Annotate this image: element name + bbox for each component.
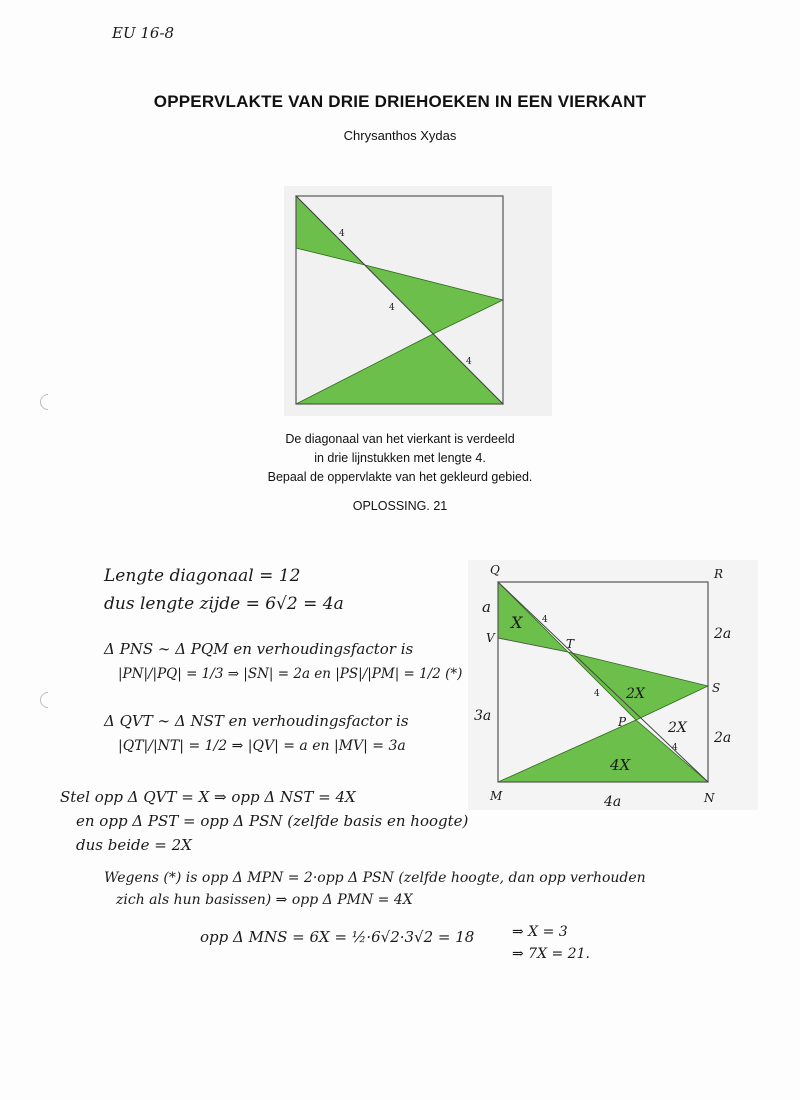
side-label-4a: 4a: [604, 794, 622, 810]
point-n-label: N: [704, 791, 715, 805]
solution-line: |QT|/|NT| = 1/2 ⇒ |QV| = a en |MV| = 3a: [118, 738, 406, 754]
problem-figure: [284, 186, 552, 416]
point-v-label: V: [486, 631, 495, 645]
solution-heading: OPLOSSING. 21: [352, 499, 448, 513]
segment-label-1: 4: [339, 229, 345, 239]
problem-line: in drie lijnstukken met lengte 4.: [314, 451, 486, 465]
author-name: Chrysanthos Xydas: [343, 128, 457, 143]
solution-line: Stel opp Δ QVT = X ⇒ opp Δ NST = 4X: [60, 788, 356, 806]
problem-statement: [0, 430, 800, 487]
page-title: OPPERVLAKTE VAN DRIE DRIEHOEKEN IN EEN VIERKANT: [153, 92, 647, 111]
solution-line: dus beide = 2X: [76, 836, 192, 854]
segment-label-2: 4: [594, 689, 600, 699]
solution-line: opp Δ MNS = 6X = ½·6√2·3√2 = 18: [200, 928, 475, 946]
area-label-x: X: [511, 613, 523, 632]
area-label-2x-lower: 2X: [668, 720, 687, 736]
side-label-3a: 3a: [474, 708, 492, 724]
point-q-label: Q: [490, 563, 500, 577]
solution-line: ⇒ X = 3: [512, 924, 568, 940]
point-t-label: T: [566, 637, 575, 651]
point-m-label: M: [490, 789, 503, 803]
reference-code: EU 16-8: [112, 24, 175, 42]
area-label-2x-upper: 2X: [626, 686, 645, 702]
side-label-2a-bottom: 2a: [714, 730, 732, 746]
point-s-label: S: [712, 681, 721, 695]
punch-hole-mark: [37, 689, 60, 712]
solution-figure: [468, 560, 758, 810]
solution-line: dus lengte zijde = 6√2 = 4a: [104, 594, 344, 614]
segment-label-3: 4: [672, 743, 678, 753]
solution-line: Wegens (*) is opp Δ MPN = 2·opp Δ PSN (zelfde hoogte, dan opp verhouden: [104, 870, 646, 886]
solution-line: zich als hun basissen) ⇒ opp Δ PMN = 4X: [116, 892, 413, 908]
area-label-4x: 4X: [610, 756, 631, 774]
solution-line: |PN|/|PQ| = 1/3 ⇒ |SN| = 2a en |PS|/|PM| = 1/2 (*): [118, 666, 463, 682]
segment-label-1: 4: [542, 615, 548, 625]
side-label-a: a: [482, 598, 491, 616]
solution-line: Δ QVT ∼ Δ NST en verhoudingsfactor is: [104, 712, 409, 730]
solution-line: Lengte diagonaal = 12: [104, 566, 301, 586]
segment-label-3: 4: [466, 357, 472, 367]
point-p-label: P: [618, 715, 627, 729]
solution-line: ⇒ 7X = 21.: [512, 946, 590, 962]
punch-hole-mark: [37, 391, 60, 414]
point-r-label: R: [714, 567, 724, 581]
solution-line: Δ PNS ∼ Δ PQM en verhoudingsfactor is: [104, 640, 414, 658]
segment-label-2: 4: [389, 303, 395, 313]
side-label-2a-top: 2a: [714, 626, 732, 642]
problem-line: Bepaal de oppervlakte van het gekleurd gebied.: [267, 470, 533, 484]
problem-line: De diagonaal van het vierkant is verdeeld: [285, 432, 515, 446]
solution-line: en opp Δ PST = opp Δ PSN (zelfde basis en hoogte): [76, 812, 469, 830]
